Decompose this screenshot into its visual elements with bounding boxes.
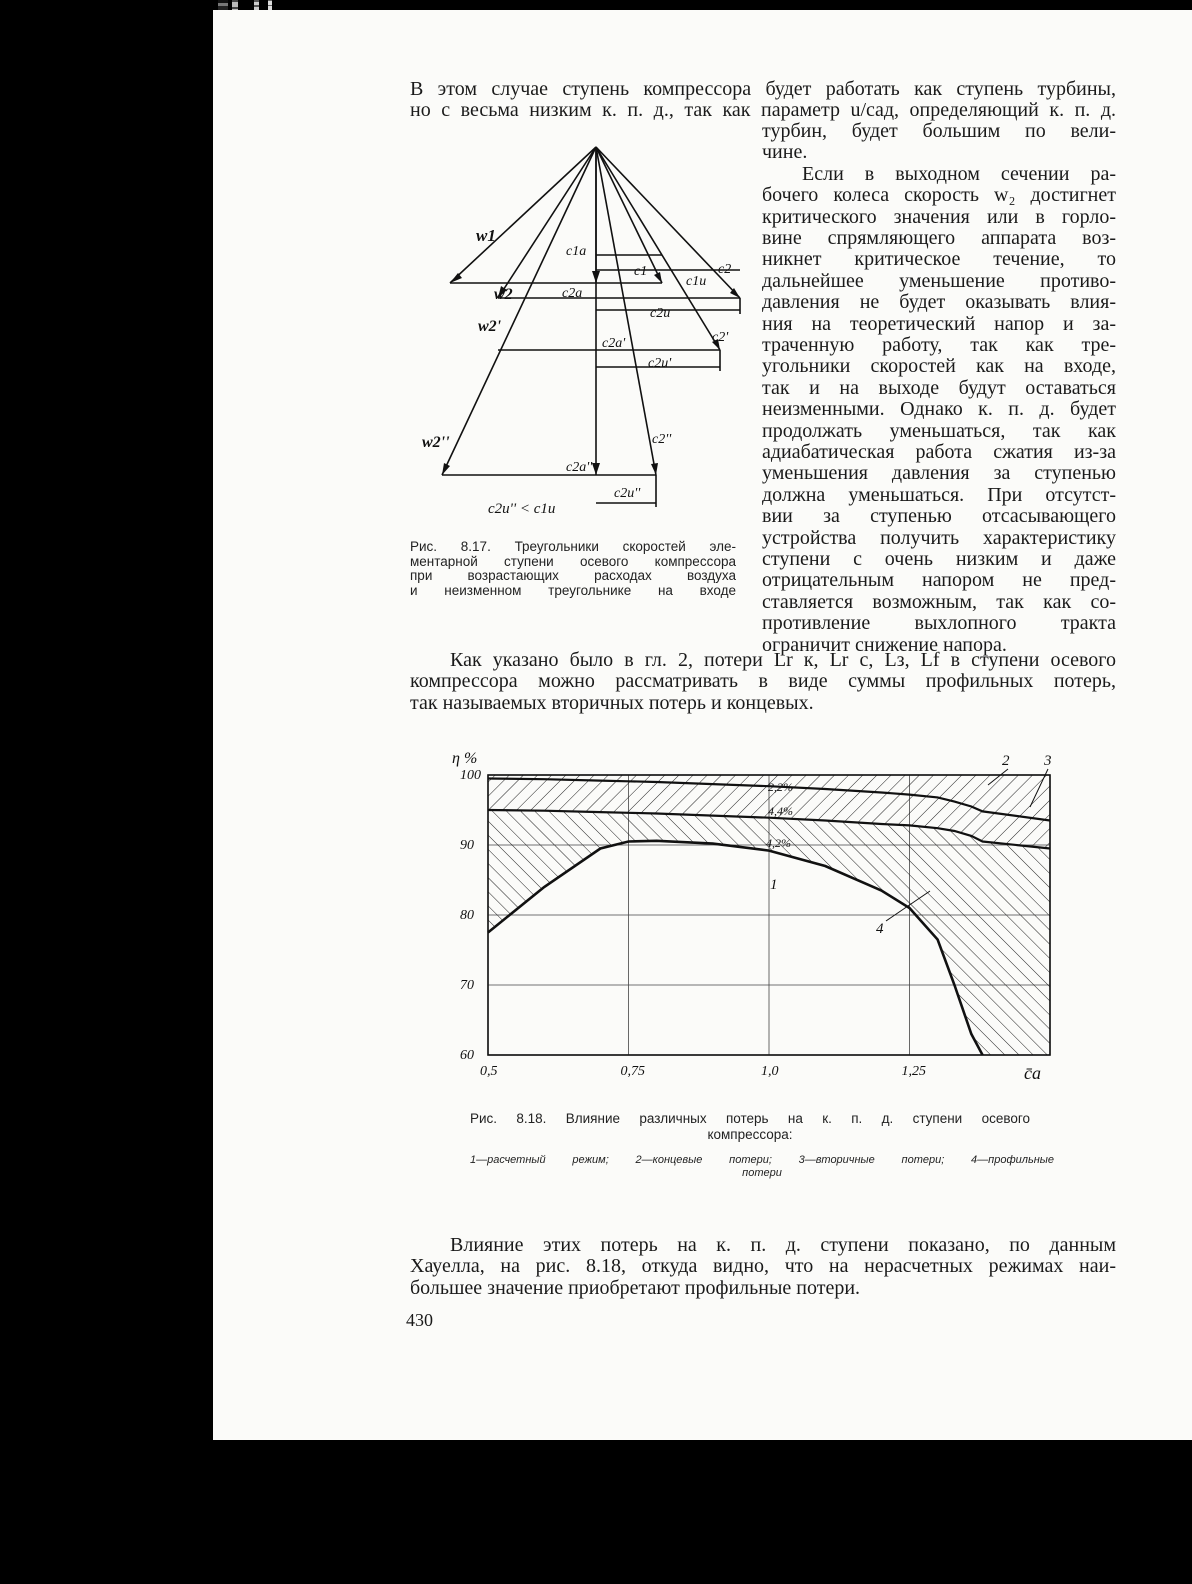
figure-8-18-legend-line2: потери [742,1167,782,1179]
label-c2u-dprime: c2u'' [614,486,641,501]
right-column-line: так и на выходе будут оставаться [762,376,1116,399]
right-column-line: давления не будет оказывать влия- [762,291,1116,314]
annotation-1: 1 [770,877,778,893]
label-c1u: c1u [686,274,707,289]
right-column-line: чине. [762,141,808,164]
caption-817-line: Рис. 8.17. Треугольники скоростей эле- [410,539,736,554]
right-column-line: ограничит снижение напора. [762,633,1007,656]
annotation-4-2pct: 4,2% [766,836,791,850]
figure-8-18-caption-line1: Рис. 8.18. Влияние различных потерь на к. п. д. ступени осевого [470,1111,1030,1126]
velocity-triangles-figure [422,135,750,525]
w1-vector [450,147,596,283]
label-c2: c2 [718,262,732,277]
scan-bottom-edge [0,1440,1192,1584]
losses-paragraph-line: Как указано было в гл. 2, потери Lr к, Lr с, Lз, Lf в ступени осевого [450,649,1116,671]
intro-line-2: но с весьма низким к. п. д., так как параметр u/cад, определяющий к. п. д. [410,99,1116,121]
annotation-4: 4 [876,921,884,937]
right-column-line: устройства получить характеристику [762,526,1116,549]
label-w1: w1 [476,226,496,245]
label-c2a-prime: c2a' [602,336,626,351]
label-c2-dprime: c2'' [652,432,672,447]
right-column-line: уменьшения давления за ступенью [762,462,1116,485]
chart-xlabel: c̄a [1024,1063,1041,1083]
losses-paragraph-line: компрессора можно рассматривать в виде суммы профильных потерь, [410,670,1116,693]
right-column-line: дальнейшее уменьшение противо- [762,269,1116,292]
right-column-line: продолжать уменьшаться, так как [762,419,1116,442]
w2pp-vector [442,147,596,475]
x-tick-label: 0,75 [620,1064,645,1079]
w2-vector [498,147,596,298]
right-column-line: отрицательным напором не пред- [762,569,1116,592]
right-column-line: неизменными. Однако к. п. д. будет [762,398,1116,421]
x-tick-label: 1,25 [901,1064,926,1079]
label-w2: w2 [494,286,513,303]
right-column-line: критического значения или в горло- [762,205,1116,228]
right-column-line: противление выхлопного тракта [762,612,1116,635]
y-tick-label: 60 [460,1048,474,1063]
label-c2-prime: c2' [712,330,729,345]
c1-vector [596,147,662,283]
label-c2a: c2a [562,286,583,301]
y-tick-label: 80 [460,908,474,923]
losses-paragraph-line: так называемых вторичных потерь и концевых. [410,691,814,714]
page-number: 430 [406,1310,433,1330]
label-c1a: c1a [566,244,587,259]
figure-8-18-legend-line1: 1—расчетный режим; 2—концевые потери; 3—вторичные потери; 4—профильные [470,1154,1054,1166]
annotation-2-2pct: 2,2% [768,780,793,794]
label-c1: c1 [634,264,648,279]
right-column-line: ступени с очень низким и даже [762,548,1116,570]
right-column-line: никнет критическое течение, то [762,248,1116,271]
label-c2u: c2u [650,306,671,321]
intro-line-1: В этом случае ступень компрессора будет работать как ступень турбины, [410,78,1116,100]
caption-817-line: ментарной ступени осевого компрессора [410,553,736,569]
y-tick-label: 100 [460,768,481,783]
right-column-line: траченную работу, так как тре- [762,334,1116,356]
right-column-line: должна уменьшаться. При отсутст- [762,483,1116,506]
right-column-line: Если в выходном сечении ра- [802,162,1116,185]
label-c2a-dprime: c2a'' [566,460,593,475]
annotation-3: 3 [1044,753,1052,769]
label-w2-prime: w2' [478,318,502,335]
right-column-line: вии за ступенью отсасывающего [762,505,1116,528]
right-column-line: вине спрямляющего аппарата воз- [762,227,1116,249]
right-column-line: ния на теоретический напор и за- [762,312,1116,335]
right-column-line: ставляется возможным, так как со- [762,590,1116,613]
caption-817-line: и неизменном треугольнике на входе [410,582,736,598]
figure-8-18-caption-line2: компрессора: [707,1127,793,1142]
final-paragraph-line: Хауелла, на рис. 8.18, откуда видно, что на нерасчетных режимах наи- [410,1255,1116,1278]
label-w2-dprime: w2'' [422,434,450,451]
label-c2u-prime: c2u' [648,356,672,371]
x-tick-label: 0,5 [480,1064,498,1079]
right-column-line: адиабатическая работа сжатия из-за [762,441,1116,463]
right-column-line: турбин, будет большим по вели- [762,120,1116,142]
y-tick-label: 90 [460,838,474,853]
label-relation: c2u'' < c1u [488,501,556,517]
right-column-line: угольники скоростей как на входе, [762,355,1116,378]
x-tick-label: 1,0 [761,1064,779,1079]
annotation-4-4pct: 4,4% [768,804,793,818]
chart-ylabel: η % [452,750,478,767]
y-tick-label: 70 [460,978,474,993]
efficiency-losses-chart [440,745,1080,1085]
final-paragraph-line: большее значение приобретают профильные потери. [410,1276,861,1299]
right-column-line: бочего колеса скорость w₂ достигнет [762,184,1116,207]
final-paragraph-line: Влияние этих потерь на к. п. д. ступени показано, по данным [450,1234,1116,1256]
caption-817-line: при возрастающих расходах воздуха [410,568,736,583]
annotation-2: 2 [1002,753,1010,769]
